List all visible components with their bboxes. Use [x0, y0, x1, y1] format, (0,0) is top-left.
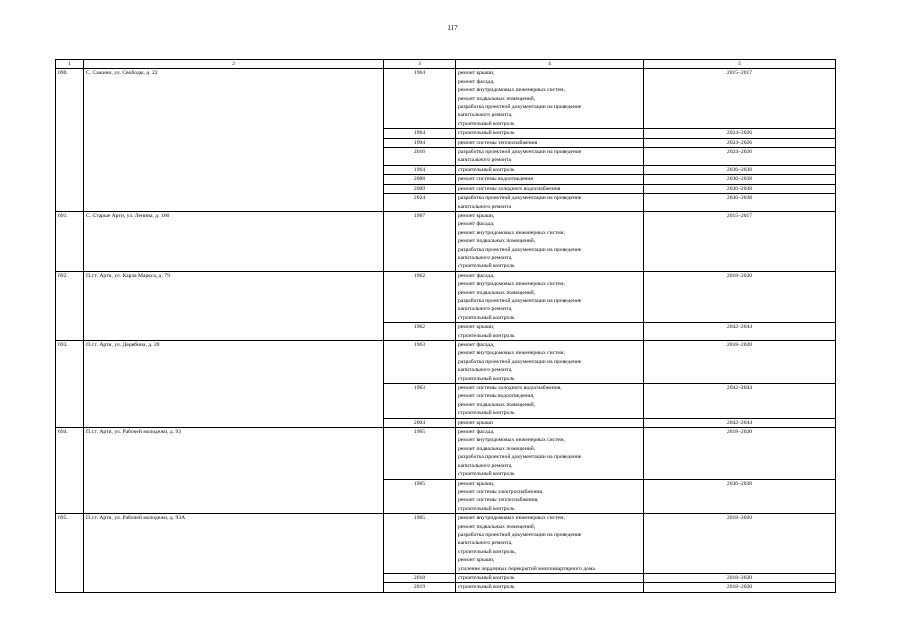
work-item: разработка проектной документации на проведение — [458, 454, 582, 461]
page-number: 117 — [447, 24, 458, 32]
work-item: строительный контроль, — [458, 548, 516, 555]
works-cell — [456, 271, 644, 322]
year-cell: 1965 — [384, 479, 456, 514]
period-cell: 2015–2017 — [644, 69, 836, 129]
work-item: капитального ремонта, — [458, 306, 513, 313]
work-item: капитального ремонта — [458, 203, 512, 210]
work-item: строительный контроль — [458, 410, 515, 417]
work-item: строительный контроль — [458, 584, 515, 591]
work-item: ремонт внутридомовых инженерных систем, — [458, 515, 565, 522]
table-row — [56, 514, 836, 574]
works-cell — [456, 184, 644, 193]
work-item: ремонт подвальных помещений, — [458, 238, 536, 245]
work-item: ремонт фасада, — [458, 221, 495, 228]
period-cell: 2018–2020 — [644, 583, 836, 592]
works-cell — [456, 175, 644, 184]
period-cell: 2024–2026 — [644, 138, 836, 147]
year-cell: 2008 — [384, 175, 456, 184]
address-cell: П.г.т. Арти, ул. Карла Маркса, д. 79 — [84, 271, 384, 340]
works-cell — [456, 194, 644, 212]
work-item: разработка проектной документации на проведение — [458, 195, 582, 202]
year-cell: 1964 — [384, 165, 456, 174]
work-item: ремонт подвальных помещений, — [458, 401, 536, 408]
work-item: разработка проектной документации на проведение — [458, 149, 582, 156]
year-cell: 1964 — [384, 69, 456, 129]
year-cell: 2004 — [384, 418, 456, 427]
work-item: строительный контроль — [458, 120, 515, 127]
works-cell — [456, 418, 644, 427]
year-cell: 1965 — [384, 428, 456, 479]
work-item: ремонт внутридомовых инженерных систем, — [458, 350, 565, 357]
year-cell: 1962 — [384, 323, 456, 341]
work-item: строительный контроль — [458, 263, 515, 270]
work-item: ремонт системы электроснабжения, — [458, 488, 544, 495]
year-cell: 2016 — [384, 148, 456, 166]
table-row — [56, 211, 836, 271]
work-item: ремонт системы теплоснабжения — [458, 139, 538, 146]
period-cell: 2036–2038 — [644, 194, 836, 212]
row-number: 690. — [56, 69, 84, 212]
year-cell: 1963 — [384, 384, 456, 419]
work-item: капитального ремонта — [458, 157, 512, 164]
header-cell: 3 — [384, 60, 456, 69]
work-item: ремонт внутридомовых инженерных систем, — [458, 229, 565, 236]
address-cell: П.г.т. Арти, ул. Дерябина, д. 28 — [84, 341, 384, 428]
header-row — [56, 60, 836, 69]
works-cell — [456, 165, 644, 174]
work-item: строительный контроль — [458, 314, 515, 321]
work-item: ремонт крыши, — [458, 557, 495, 564]
work-item: ремонт системы холодного водоснабжения, — [458, 385, 562, 392]
works-cell — [456, 583, 644, 592]
work-item: строительный контроль — [458, 471, 515, 478]
work-item: строительный контроль — [458, 332, 515, 339]
year-cell: 1967 — [384, 211, 456, 271]
works-cell — [456, 479, 644, 514]
year-cell: 1962 — [384, 271, 456, 322]
period-cell: 2024–2026 — [644, 148, 836, 166]
works-cell — [456, 573, 644, 582]
work-item: ремонт подвальных помещений, — [458, 95, 536, 102]
work-item: ремонт внутридомовых инженерных систем, — [458, 281, 565, 288]
table-row — [56, 341, 836, 384]
work-item: ремонт системы водоотведения, — [458, 393, 535, 400]
work-item: ремонт системы теплоснабжения, — [458, 497, 539, 504]
work-item: капитального ремонта, — [458, 462, 513, 469]
work-item: ремонт фасада, — [458, 272, 495, 279]
work-item: капитального ремонта, — [458, 254, 513, 261]
header-cell: 4 — [456, 60, 644, 69]
work-item: ремонт фасада, — [458, 78, 495, 85]
work-item: ремонт крыши, — [458, 70, 495, 77]
work-item: ремонт системы холодного водоснабжения — [458, 185, 561, 192]
header-cell: 2 — [84, 60, 384, 69]
work-item: капитального ремонта, — [458, 367, 513, 374]
year-cell: 2009 — [384, 184, 456, 193]
period-cell: 2018–2020 — [644, 514, 836, 574]
work-item: строительный контроль — [458, 505, 515, 512]
works-cell — [456, 514, 644, 574]
address-cell: П.г.т. Арти, ул. Рабочей молодежи, д. 93 — [84, 428, 384, 514]
work-item: ремонт подвальных помещений, — [458, 445, 536, 452]
period-cell: 2024–2026 — [644, 129, 836, 138]
work-item: разработка проектной документации на проведение — [458, 104, 582, 111]
repair-schedule-table — [55, 59, 836, 593]
table-row — [56, 69, 836, 129]
period-cell: 2036–2038 — [644, 479, 836, 514]
work-item: ремонт подвальных помещений, — [458, 289, 536, 296]
work-item: ремонт внутридомовых инженерных систем, — [458, 87, 565, 94]
year-cell: 2019 — [384, 583, 456, 592]
work-item: ремонт крыши, — [458, 324, 495, 331]
period-cell: 2018–2020 — [644, 271, 836, 322]
work-item: разработка проектной документации на проведение — [458, 358, 582, 365]
works-cell — [456, 138, 644, 147]
period-cell: 2042–2044 — [644, 418, 836, 427]
year-cell: 2024 — [384, 194, 456, 212]
work-item: ремонт подвальных помещений, — [458, 523, 536, 530]
works-cell — [456, 211, 644, 271]
period-cell: 2042–2044 — [644, 323, 836, 341]
year-cell: 1994 — [384, 138, 456, 147]
period-cell: 2018–2020 — [644, 573, 836, 582]
year-cell: 1963 — [384, 341, 456, 384]
work-item: ремонт крыши, — [458, 480, 495, 487]
row-number: 692. — [56, 271, 84, 340]
year-cell: 2018 — [384, 573, 456, 582]
works-cell — [456, 69, 644, 129]
period-cell: 2018–2020 — [644, 341, 836, 384]
period-cell: 2042–2044 — [644, 384, 836, 419]
works-cell — [456, 129, 644, 138]
address-cell: С. Старые Арти, ул. Ленина, д. 160 — [84, 211, 384, 271]
work-item: ремонт внутридомовых инженерных систем, — [458, 437, 565, 444]
work-item: разработка проектной документации на проведение — [458, 246, 582, 253]
address-cell: П.г.т. Арти, ул. Рабочей молодежи, д. 93А — [84, 514, 384, 593]
work-item: ремонт системы водоотведения — [458, 176, 533, 183]
work-item: ремонт фасада, — [458, 429, 495, 436]
year-cell: 1964 — [384, 129, 456, 138]
work-item: строительный контроль — [458, 166, 515, 173]
table-row — [56, 271, 836, 322]
works-cell — [456, 341, 644, 384]
period-cell: 2036–2038 — [644, 184, 836, 193]
header-cell: 5 — [644, 60, 836, 69]
work-item: разработка проектной документации на проведение — [458, 531, 582, 538]
work-item: ремонт фасада, — [458, 342, 495, 348]
year-cell: 1965 — [384, 514, 456, 574]
row-number: 693. — [56, 341, 84, 428]
work-item: строительный контроль — [458, 130, 515, 137]
row-number: 695. — [56, 514, 84, 593]
work-item: капитального ремонта, — [458, 112, 513, 119]
work-item: усиление чердачных перекрытий многоквартирного дома — [458, 565, 595, 572]
period-cell: 2018–2020 — [644, 428, 836, 479]
period-cell: 2036–2038 — [644, 165, 836, 174]
period-cell: 2015–2017 — [644, 211, 836, 271]
period-cell: 2036–2038 — [644, 175, 836, 184]
table-row — [56, 428, 836, 479]
row-number: 694. — [56, 428, 84, 514]
works-cell — [456, 428, 644, 479]
work-item: строительный контроль — [458, 574, 515, 581]
header-cell: 1 — [56, 60, 84, 69]
row-number: 691. — [56, 211, 84, 271]
work-item: капитального ремонта, — [458, 540, 513, 547]
works-cell — [456, 384, 644, 419]
work-item: ремонт крыши, — [458, 212, 495, 219]
work-item: ремонт крыши — [458, 419, 494, 426]
work-item: строительный контроль — [458, 375, 515, 382]
work-item: разработка проектной документации на проведение — [458, 297, 582, 304]
works-cell — [456, 148, 644, 166]
works-cell — [456, 323, 644, 341]
address-cell: С. Сажино, ул. Свободы, д. 22 — [84, 69, 384, 212]
